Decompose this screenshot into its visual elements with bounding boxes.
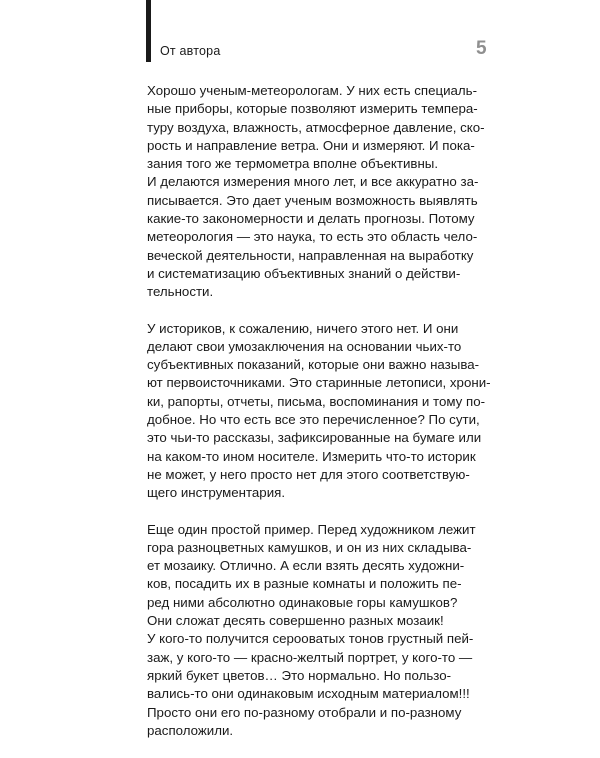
text-line: делают свои умозаключения на основании чьих-то: [147, 338, 462, 354]
text-line: и систематизацию объективных знаний о действи-: [147, 265, 461, 281]
text-line: субъективных показаний, которые они важно называ-: [147, 357, 480, 373]
text-line: Хорошо ученым-метеорологам. У них есть специаль-: [147, 83, 478, 98]
text-line: метеорология — это наука, то есть это область чело-: [147, 229, 478, 245]
paragraph-1: [147, 82, 485, 302]
text-line: веческой деятельности, направленная на выработку: [147, 247, 474, 263]
text-line: на каком-то ином носителе. Измерить что-то историк: [147, 448, 476, 464]
page-number: 5: [476, 38, 487, 59]
text-line: тельности.: [147, 284, 214, 300]
text-line: ет мозаику. Отлично. А если взять десять художни-: [147, 558, 465, 574]
paragraph-3: [147, 521, 476, 741]
text-line: добное. Но что есть все это перечисленное? По сути,: [147, 412, 480, 428]
text-line: ют первоисточниками. Это старинные летописи, хрони-: [147, 375, 491, 391]
text-line: гора разноцветных камушков, и он из них складыва-: [147, 539, 472, 555]
text-line: ные приборы, которые позволяют измерить темпера-: [147, 101, 478, 117]
text-line: У историков, к сожалению, ничего этого нет. И они: [147, 320, 459, 336]
text-line: вались-то они одинаковым исходным материалом!!!: [147, 686, 470, 702]
running-header-title: От автора: [160, 44, 221, 58]
text-line: расположили.: [147, 722, 234, 738]
text-line: какие-то закономерности и делать прогнозы. Потому: [147, 211, 475, 227]
text-line: ков, посадить их в разные комнаты и положить пе-: [147, 576, 462, 592]
body-text: [147, 82, 491, 758]
text-line: это чьи-то рассказы, зафиксированные на бумаге или: [147, 430, 482, 446]
text-line: не может, у него просто нет для этого соответствую-: [147, 466, 470, 482]
text-line: ки, рапорты, отчеты, письма, воспоминания и тому по-: [147, 393, 486, 409]
text-line: рость и направление ветра. Они и измеряют. И пока-: [147, 137, 475, 153]
text-line: Еще один простой пример. Перед художником лежит: [147, 521, 476, 537]
text-line: туру воздуха, влажность, атмосферное давление, ско-: [147, 119, 485, 135]
text-line: щего инструментария.: [147, 485, 286, 501]
text-line: Просто они его по-разному отобрали и по-разному: [147, 704, 462, 720]
text-line: заж, у кого-то — красно-желтый портрет, у кого-то —: [147, 649, 473, 665]
text-line: яркий букет цветов… Это нормально. Но пользо-: [147, 667, 452, 683]
text-line: ред ними абсолютно одинаковые горы камушков?: [147, 594, 458, 610]
text-line: зания того же термометра вполне объективны.: [147, 156, 439, 172]
text-line: писывается. Это дает ученым возможность выявлять: [147, 192, 478, 208]
header-vertical-rule: [146, 0, 151, 62]
paragraph-2: [147, 320, 491, 503]
text-line: У кого-то получится серооватых тонов грустный пей-: [147, 631, 474, 647]
text-line: И делаются измерения много лет, и все аккуратно за-: [147, 174, 479, 190]
text-line: Они сложат десять совершенно разных мозаик!: [147, 613, 444, 629]
